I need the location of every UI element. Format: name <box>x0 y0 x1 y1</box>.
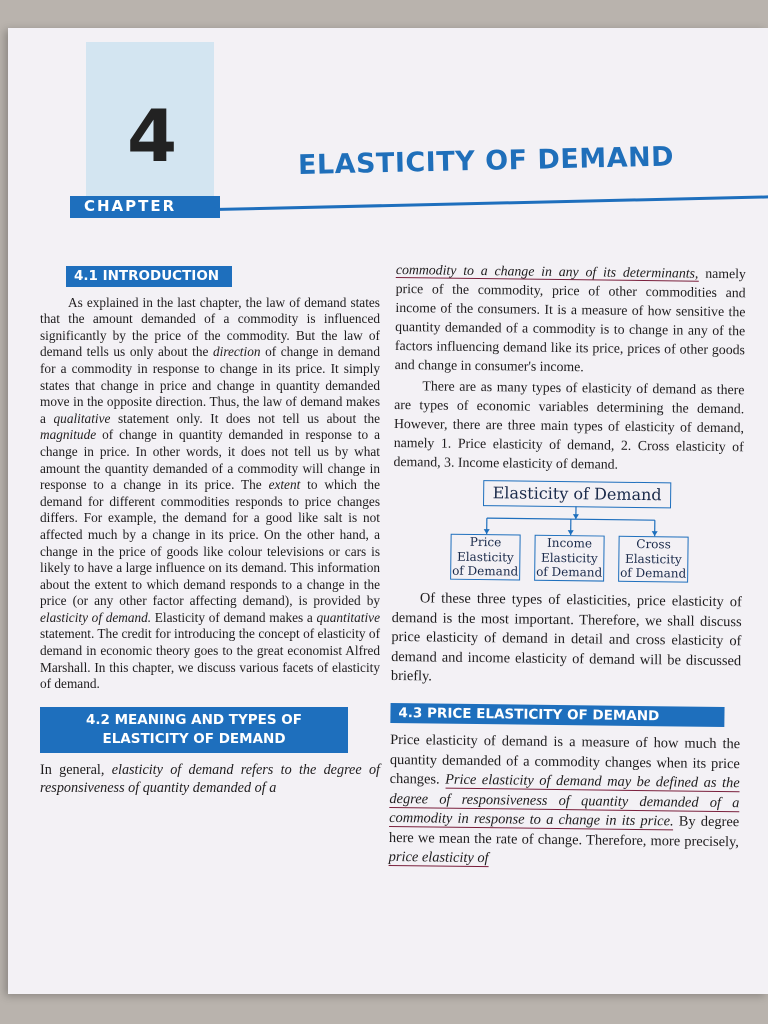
types-paragraph: There are as many types of elasticity of demand as there are types of economic variables determining the demand. However, there are three main types of elasticity of demand, namely 1. Price elasticity of demand, 2. Cross elasticity of demand, 3. Income elasticity of demand. <box>393 378 745 472</box>
text-run: namely price of the commodity, price of other commodities and income of the consumers. It is a measure of how sensitive the quantity demanded of a commodity is to change in any of the factors influencing demand like its price, prices of other goods and change in consumer's income. <box>394 265 746 375</box>
book-page <box>8 28 768 994</box>
header-rule <box>214 195 768 211</box>
box-line: Price <box>469 534 502 550</box>
price-elasticity-paragraph <box>389 731 741 872</box>
text-run: Price elasticity of demand is a measure of how much the quantity demanded of a commodity changes when its price changes. <box>389 732 741 788</box>
definition-text: elasticity of demand refers to the degree of responsiveness of quantity demanded of a <box>40 761 380 796</box>
emphasis-quantitative: quantitative <box>316 609 380 625</box>
left-column <box>40 266 380 797</box>
emphasis-qualitative: qualitative <box>53 410 111 426</box>
text-run: of change in quantity demanded in response to a change in price. In other words, it does not tell us by what amount the quantity demanded of a commodity will change in response to a change in its price. The <box>40 427 380 493</box>
text-run: to which the demand for different commodities responds to price changes differs. For example, the demand for a good like salt is not affected much by a change in its price. On the other hand, a change in the price of goods like colour televisions or cars is likely to have a large influence on its demand. This information about the extent to which demand responds to a change in the price (or any other factor affecting demand), is provided by <box>40 477 380 609</box>
right-column <box>389 260 746 872</box>
emphasis-magnitude: magnitude <box>40 427 97 443</box>
meaning-paragraph <box>40 761 380 797</box>
text-run: In general, <box>40 761 112 778</box>
diagram-cross-box <box>618 536 689 583</box>
text-run: statement only. It does not tell us about the <box>110 410 380 426</box>
box-line: of Demand <box>620 565 687 581</box>
box-line: Income <box>547 535 593 551</box>
definition-text: commodity to a change in any of its determinants, <box>395 261 699 281</box>
box-line: Elasticity <box>540 550 598 565</box>
text-run: As explained in the last chapter, the law of demand states that the amount demanded of a commodity is influenced significantly by the price of the commodity. But the law of demand tells us only about the <box>40 294 380 360</box>
diagram-income-box <box>534 535 605 582</box>
definition-text: price elasticity of <box>388 849 489 867</box>
chapter-number: 4 <box>126 94 178 178</box>
box-line: Cross <box>636 536 671 552</box>
box-line: Elasticity <box>456 549 514 564</box>
box-line: of Demand <box>536 564 603 580</box>
emphasis-extent: extent <box>268 477 301 493</box>
text-run: statement. The credit for introducing the concept of elasticity of demand in economic theory goes to the great economist Alfred Marshall. In this chapter, we discuss various facets of elasticity of demand. <box>40 626 380 692</box>
box-line: of Demand <box>452 563 519 579</box>
heading-line: ELASTICITY OF DEMAND <box>102 730 286 747</box>
introduction-paragraph <box>40 295 380 693</box>
chapter-label: CHAPTER <box>84 197 177 215</box>
diagram-root-box: Elasticity of Demand <box>483 480 671 508</box>
section-heading-4-3: 4.3 PRICE ELASTICITY OF DEMAND <box>390 702 724 727</box>
section-heading-4-1: 4.1 INTRODUCTION <box>66 266 232 287</box>
heading-line: 4.2 MEANING AND TYPES OF <box>86 711 302 728</box>
chapter-title: ELASTICITY OF DEMAND <box>297 141 675 181</box>
emphasis-direction: direction <box>212 344 261 360</box>
elasticity-types-diagram <box>392 479 743 587</box>
text-run: Elasticity of demand makes a <box>151 609 317 625</box>
importance-paragraph: Of these three types of elasticities, price elasticity of demand is the most important. Therefore, we shall discuss price elasticity of demand in detail and cross elasticity of demand and income elasticity of demand will be discussed briefly. <box>390 590 742 685</box>
box-line: Elasticity <box>624 551 682 567</box>
definition-continued-paragraph <box>395 260 746 378</box>
text-run: of change in demand for a commodity in response to change in its price. It simply states that change in price and change in quantity demanded move in the opposite direction. Thus, the law of demand makes a <box>40 344 380 426</box>
section-heading-4-2 <box>40 707 348 753</box>
text-run: By degree here we mean the rate of change. Therefore, more precisely, <box>388 813 740 850</box>
diagram-price-box <box>450 534 521 581</box>
definition-text: Price elasticity of demand may be defined as the degree of responsiveness of quantity demanded of a commodity in response to a change in its price. <box>389 771 740 830</box>
emphasis-elasticity: elasticity of demand. <box>40 609 152 625</box>
